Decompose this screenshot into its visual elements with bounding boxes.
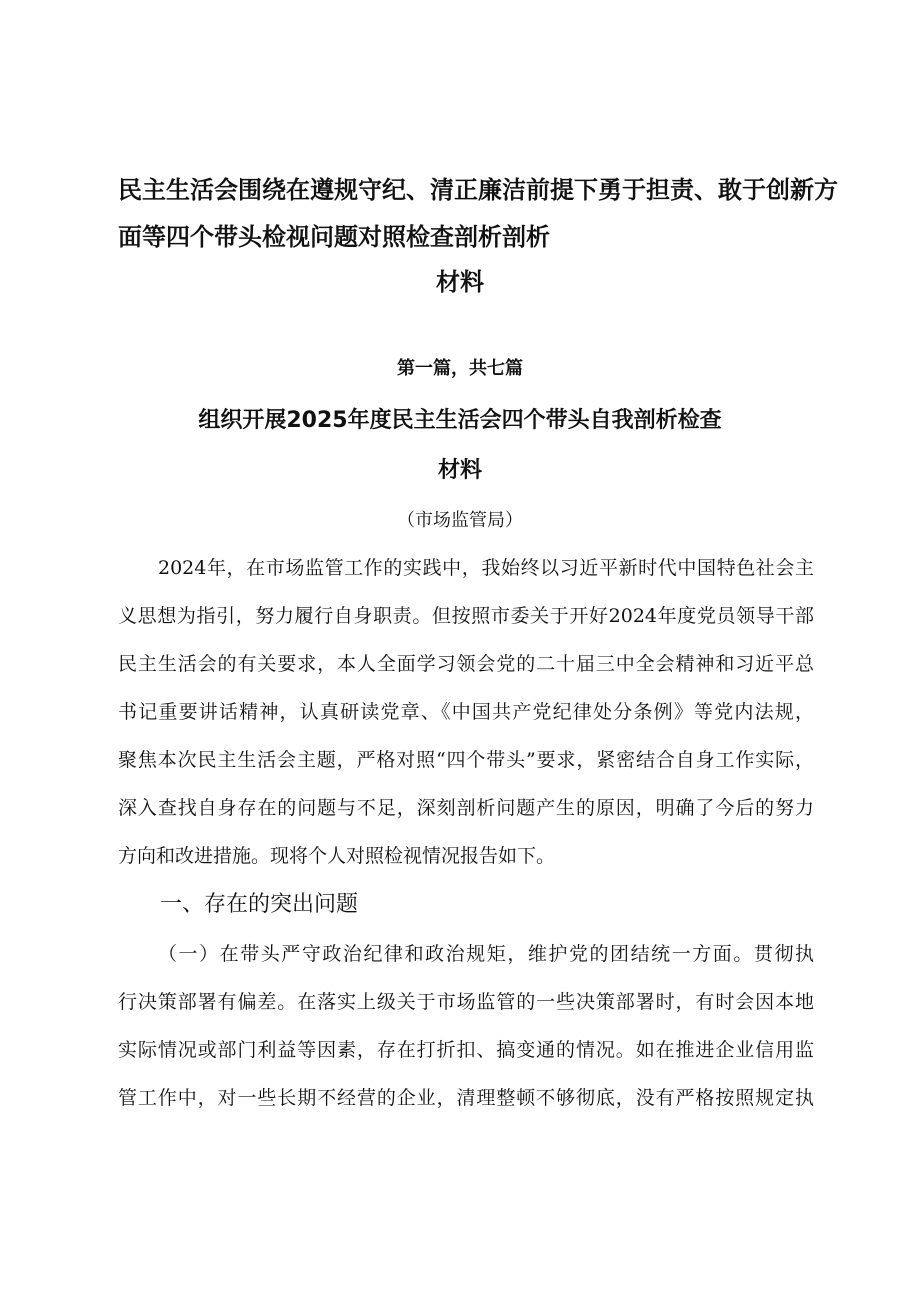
section-line: 行决策部署有偏差。在落实上级关于市场监管的一些决策部署时，有时会因本地 [118, 991, 814, 1013]
section-line: （一）在带头严守政治纪律和政治规矩，维护党的团结统一方面。贯彻执 [158, 943, 814, 965]
section-line: 实际情况或部门利益等因素，存在打折扣、搞变通的情况。如在推进企业信用监 [118, 1039, 814, 1061]
intro-line: 民主生活会的有关要求，本人全面学习领会党的二十届三中全会精神和习近平总 [118, 653, 814, 675]
document-title-line-2: 面等四个带头检视问题对照检查剖析剖析 [118, 223, 550, 251]
intro-line: 2024年，在市场监管工作的实践中，我始终以习近平新时代中国特色社会主 [158, 557, 814, 579]
intro-line: 深入查找自身存在的问题与不足，深刻剖析问题产生的原因，明确了今后的努力 [118, 797, 814, 819]
document-title-line-3: 材料 [436, 268, 484, 296]
article-title-line-2: 材料 [437, 458, 482, 483]
document-title-line-1: 民主生活会围绕在遵规守纪、清正廉洁前提下勇于担责、敢于创新方 [118, 176, 838, 204]
intro-line: 方向和改进措施。现将个人对照检视情况报告如下。 [118, 845, 556, 867]
organization-label: （市场监管局） [397, 510, 523, 531]
series-label: 第一篇，共七篇 [397, 358, 523, 379]
article-title-line-1: 组织开展2025年度民主生活会四个带头自我剖析检查 [198, 408, 722, 433]
intro-line: 书记重要讲话精神，认真研读党章、《中国共产党纪律处分条例》等党内法规， [118, 701, 814, 723]
section-line: 管工作中，对一些长期不经营的企业，清理整顿不够彻底，没有严格按照规定执 [118, 1087, 814, 1109]
intro-line: 聚焦本次民主生活会主题，严格对照“四个带头”要求，紧密结合自身工作实际， [118, 749, 814, 771]
section-heading: 一、存在的突出问题 [160, 892, 359, 917]
intro-line: 义思想为指引，努力履行自身职责。但按照市委关于开好2024年度党员领导干部 [118, 605, 814, 627]
